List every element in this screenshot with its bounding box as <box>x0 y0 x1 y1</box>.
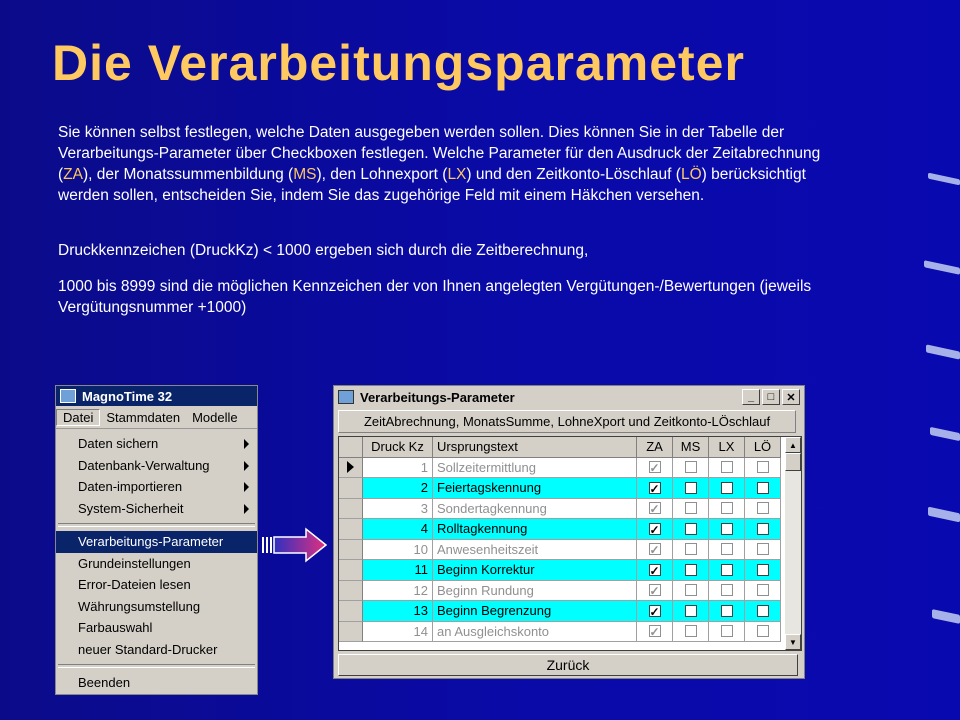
cell-lx <box>709 581 745 602</box>
menu-item-system-sicherheit[interactable] <box>56 498 257 520</box>
cell-druckkz: 13 <box>363 601 433 622</box>
cell-ms <box>673 540 709 561</box>
table-row[interactable] <box>339 478 801 499</box>
table-row[interactable] <box>339 581 801 602</box>
cell-za <box>637 499 673 520</box>
checkbox-lx[interactable] <box>721 625 733 637</box>
cell-ursprungstext: Beginn Rundung <box>433 581 637 602</box>
checkbox-za[interactable]: ✓ <box>649 543 660 558</box>
scroll-thumb[interactable] <box>785 453 801 471</box>
cell-lo <box>745 560 781 581</box>
cell-ursprungstext: Feiertagskennung <box>433 478 637 499</box>
window-title: Verarbeitungs-Parameter <box>360 389 515 405</box>
checkbox-ms[interactable] <box>685 605 697 617</box>
cell-druckkz: 2 <box>363 478 433 499</box>
col-header-ursprungstext[interactable]: Ursprungstext <box>433 437 637 458</box>
checkbox-lx[interactable] <box>721 584 733 596</box>
checkbox-lo[interactable] <box>757 543 769 555</box>
checkbox-lo[interactable] <box>757 625 769 637</box>
menu-item-daten-importieren[interactable] <box>56 476 257 498</box>
decor-streak <box>928 507 960 523</box>
text-segment: ) und den Zeitkonto-Löschlauf ( <box>466 166 681 183</box>
menu-item-datenbank-verwaltung[interactable] <box>56 455 257 477</box>
checkbox-lx[interactable] <box>721 543 733 555</box>
table-row[interactable] <box>339 499 801 520</box>
cell-lx <box>709 519 745 540</box>
submenu-arrow-icon <box>244 439 249 449</box>
checkbox-lo[interactable] <box>757 605 769 617</box>
table-row[interactable] <box>339 601 801 622</box>
checkbox-lx[interactable] <box>721 523 733 535</box>
zurueck-button[interactable]: Zurück <box>338 654 798 676</box>
cell-lx <box>709 622 745 643</box>
checkbox-lx[interactable] <box>721 564 733 576</box>
menu-item-daten-sichern[interactable] <box>56 433 257 455</box>
cell-lo <box>745 601 781 622</box>
menu-item-label: Farbauswahl <box>78 620 153 636</box>
table-row[interactable] <box>339 560 801 581</box>
text-segment: ), den Lohnexport ( <box>316 166 448 183</box>
menu-datei[interactable]: Datei <box>56 409 100 426</box>
cell-za <box>637 622 673 643</box>
cell-ms <box>673 458 709 479</box>
cell-druckkz: 10 <box>363 540 433 561</box>
checkbox-lo[interactable] <box>757 502 769 514</box>
col-header-druckkz[interactable]: Druck Kz <box>363 437 433 458</box>
menu-item-grundeinstellungen[interactable] <box>56 553 257 575</box>
cell-lx <box>709 601 745 622</box>
table-row[interactable] <box>339 458 801 479</box>
cell-druckkz: 12 <box>363 581 433 602</box>
checkbox-lx[interactable] <box>721 605 733 617</box>
cell-za <box>637 458 673 479</box>
menu-item-beenden[interactable] <box>56 672 257 694</box>
submenu-arrow-icon <box>244 461 249 471</box>
checkbox-ms[interactable] <box>685 543 697 555</box>
minimize-icon[interactable]: _ <box>742 389 760 405</box>
abbr-lx: LX <box>447 166 467 183</box>
cell-ms <box>673 560 709 581</box>
menu-item-label: Beenden <box>78 675 131 691</box>
submenu-arrow-icon <box>244 482 249 492</box>
cell-lo <box>745 540 781 561</box>
cell-ms <box>673 499 709 520</box>
menu-item-label: Daten sichern <box>78 436 159 452</box>
table-caption: ZeitAbrechnung, MonatsSumme, LohneXport und Zeitkonto-LÖschlauf <box>338 410 796 433</box>
cell-druckkz: 1 <box>363 458 433 479</box>
cell-druckkz: 4 <box>363 519 433 540</box>
current-row-indicator-icon[interactable] <box>339 458 363 479</box>
intro-paragraph <box>58 122 858 206</box>
checkbox-lo[interactable] <box>757 461 769 473</box>
cell-lx <box>709 458 745 479</box>
checkbox-ms[interactable] <box>685 625 697 637</box>
vertical-scrollbar[interactable] <box>785 437 801 650</box>
cell-za <box>637 478 673 499</box>
cell-lx <box>709 540 745 561</box>
cell-ms <box>673 478 709 499</box>
cell-lo <box>745 499 781 520</box>
close-icon[interactable]: ✕ <box>782 389 800 405</box>
menu-item-label: Daten-importieren <box>78 479 183 495</box>
checkbox-lx[interactable] <box>721 502 733 514</box>
checkbox-za[interactable]: ✓ <box>649 502 660 517</box>
parameter-grid <box>338 436 802 651</box>
checkbox-za[interactable]: ✓ <box>649 522 660 537</box>
cell-lx <box>709 478 745 499</box>
cell-ursprungstext: Beginn Begrenzung <box>433 601 637 622</box>
grid-header-row <box>339 437 801 458</box>
menu-item-verarbeitungs-parameter[interactable] <box>56 531 257 553</box>
cell-ursprungstext: Beginn Korrektur <box>433 560 637 581</box>
cell-ms <box>673 622 709 643</box>
app-icon <box>60 389 76 403</box>
cell-druckkz: 14 <box>363 622 433 643</box>
cell-ursprungstext: an Ausgleichskonto <box>433 622 637 643</box>
checkbox-ms[interactable] <box>685 482 697 494</box>
menubar <box>56 406 257 429</box>
menu-stammdaten[interactable]: Stammdaten <box>106 409 181 425</box>
menu-item-label: Datenbank-Verwaltung <box>78 457 210 473</box>
checkbox-za[interactable]: ✓ <box>649 461 660 476</box>
row-selector[interactable] <box>339 540 363 561</box>
submenu-arrow-icon <box>244 504 249 514</box>
cell-ms <box>673 581 709 602</box>
window-controls <box>742 389 800 405</box>
menu-item-label: Währungsumstellung <box>78 598 201 614</box>
druckkz-paragraph: Druckkennzeichen (DruckKz) < 1000 ergeben sich durch die Zeitberechnung, <box>58 242 589 259</box>
maximize-icon[interactable]: □ <box>762 389 780 405</box>
menu-item-waehrungsumstellung[interactable] <box>56 596 257 618</box>
row-selector[interactable] <box>339 478 363 499</box>
table-row[interactable] <box>339 540 801 561</box>
menu-item-label: neuer Standard-Drucker <box>78 641 218 657</box>
parameter-window <box>333 385 805 679</box>
checkbox-za[interactable]: ✓ <box>649 584 660 599</box>
menu-separator <box>58 523 255 527</box>
checkbox-lo[interactable] <box>757 482 769 494</box>
text-segment: ), der Monatssummenbildung ( <box>82 166 294 183</box>
cell-lo <box>745 622 781 643</box>
row-indicator-header <box>339 437 363 458</box>
checkbox-za[interactable]: ✓ <box>649 625 660 640</box>
cell-druckkz: 11 <box>363 560 433 581</box>
row-selector[interactable] <box>339 581 363 602</box>
text-segment: ) berücksichtigt werden sollen, entscheiden Sie, indem Sie das zugehörige Feld mit einem Häkchen versehen. <box>58 166 806 204</box>
col-header-lx[interactable]: LX <box>709 437 745 458</box>
cell-za <box>637 540 673 561</box>
cell-lo <box>745 478 781 499</box>
col-header-za[interactable]: ZA <box>637 437 673 458</box>
cell-ms <box>673 601 709 622</box>
cell-za <box>637 560 673 581</box>
menu-modelle[interactable]: Modelle <box>192 409 238 425</box>
menu-item-error-dateien[interactable] <box>56 574 257 596</box>
checkbox-ms[interactable] <box>685 564 697 576</box>
menu-item-farbauswahl[interactable] <box>56 617 257 639</box>
menu-separator <box>58 664 255 668</box>
decor-streak <box>930 427 960 441</box>
scroll-up-icon[interactable]: ▲ <box>785 437 801 453</box>
abbr-lo: LÖ <box>680 166 702 183</box>
checkbox-ms[interactable] <box>685 502 697 514</box>
table-row[interactable] <box>339 622 801 643</box>
col-header-ms[interactable]: MS <box>673 437 709 458</box>
cell-lx <box>709 560 745 581</box>
checkbox-lo[interactable] <box>757 584 769 596</box>
row-selector[interactable] <box>339 560 363 581</box>
row-selector[interactable] <box>339 601 363 622</box>
col-header-lo[interactable]: LÖ <box>745 437 781 458</box>
menu-item-label: Verarbeitungs-Parameter <box>78 534 224 550</box>
cell-ursprungstext: Rolltagkennung <box>433 519 637 540</box>
slide-title: Die Verarbeitungsparameter <box>52 35 745 91</box>
decor-streak <box>924 260 960 275</box>
table-row[interactable] <box>339 519 801 540</box>
window-title: MagnoTime 32 <box>82 388 173 404</box>
checkbox-lx[interactable] <box>721 461 733 473</box>
cell-lx <box>709 499 745 520</box>
checkbox-za[interactable]: ✓ <box>649 481 660 496</box>
magnotime-window <box>55 385 258 695</box>
datei-menu <box>56 429 257 694</box>
abbr-ms: MS <box>293 166 317 183</box>
checkbox-lo[interactable] <box>757 564 769 576</box>
menu-item-standard-drucker[interactable] <box>56 639 257 661</box>
checkbox-ms[interactable] <box>685 461 697 473</box>
row-selector[interactable] <box>339 499 363 520</box>
cell-za <box>637 601 673 622</box>
checkbox-ms[interactable] <box>685 523 697 535</box>
cell-lo <box>745 458 781 479</box>
cell-lo <box>745 581 781 602</box>
text-segment: Sie können selbst festlegen, welche Daten ausgegeben werden sollen. Dies können Sie in der Tabelle der Verarbeitungs-Parameter über Checkboxen festlegen. Welche Parameter für den Ausdruck der Zeitabrechnung ( <box>58 124 821 183</box>
app-icon <box>338 390 354 404</box>
magnotime-titlebar <box>56 386 257 406</box>
abbr-za: ZA <box>63 166 83 183</box>
decor-streak <box>928 173 960 186</box>
cell-ms <box>673 519 709 540</box>
menu-item-label: Grundeinstellungen <box>78 555 191 571</box>
decor-streak <box>926 344 960 359</box>
checkbox-lx[interactable] <box>721 482 733 494</box>
row-selector[interactable] <box>339 622 363 643</box>
row-selector[interactable] <box>339 519 363 540</box>
menu-item-label: Error-Dateien lesen <box>78 577 191 593</box>
cell-ursprungstext: Sondertagkennung <box>433 499 637 520</box>
cell-za <box>637 581 673 602</box>
cell-lo <box>745 519 781 540</box>
range-paragraph: 1000 bis 8999 sind die möglichen Kennzeichen der von Ihnen angelegten Vergütungen-/Bewertungen (jeweils Vergütungsnummer +1000) <box>58 278 812 316</box>
menu-item-label: System-Sicherheit <box>78 500 184 516</box>
checkbox-lo[interactable] <box>757 523 769 535</box>
grid-body <box>339 458 801 643</box>
cell-druckkz: 3 <box>363 499 433 520</box>
decor-streak <box>932 609 960 624</box>
parameter-titlebar <box>334 386 804 408</box>
checkbox-za[interactable]: ✓ <box>649 563 660 578</box>
cell-za <box>637 519 673 540</box>
pointer-arrow-icon <box>262 527 330 563</box>
cell-ursprungstext: Sollzeitermittlung <box>433 458 637 479</box>
scroll-down-icon[interactable]: ▼ <box>785 634 801 650</box>
checkbox-ms[interactable] <box>685 584 697 596</box>
checkbox-za[interactable]: ✓ <box>649 604 660 619</box>
cell-ursprungstext: Anwesenheitszeit <box>433 540 637 561</box>
